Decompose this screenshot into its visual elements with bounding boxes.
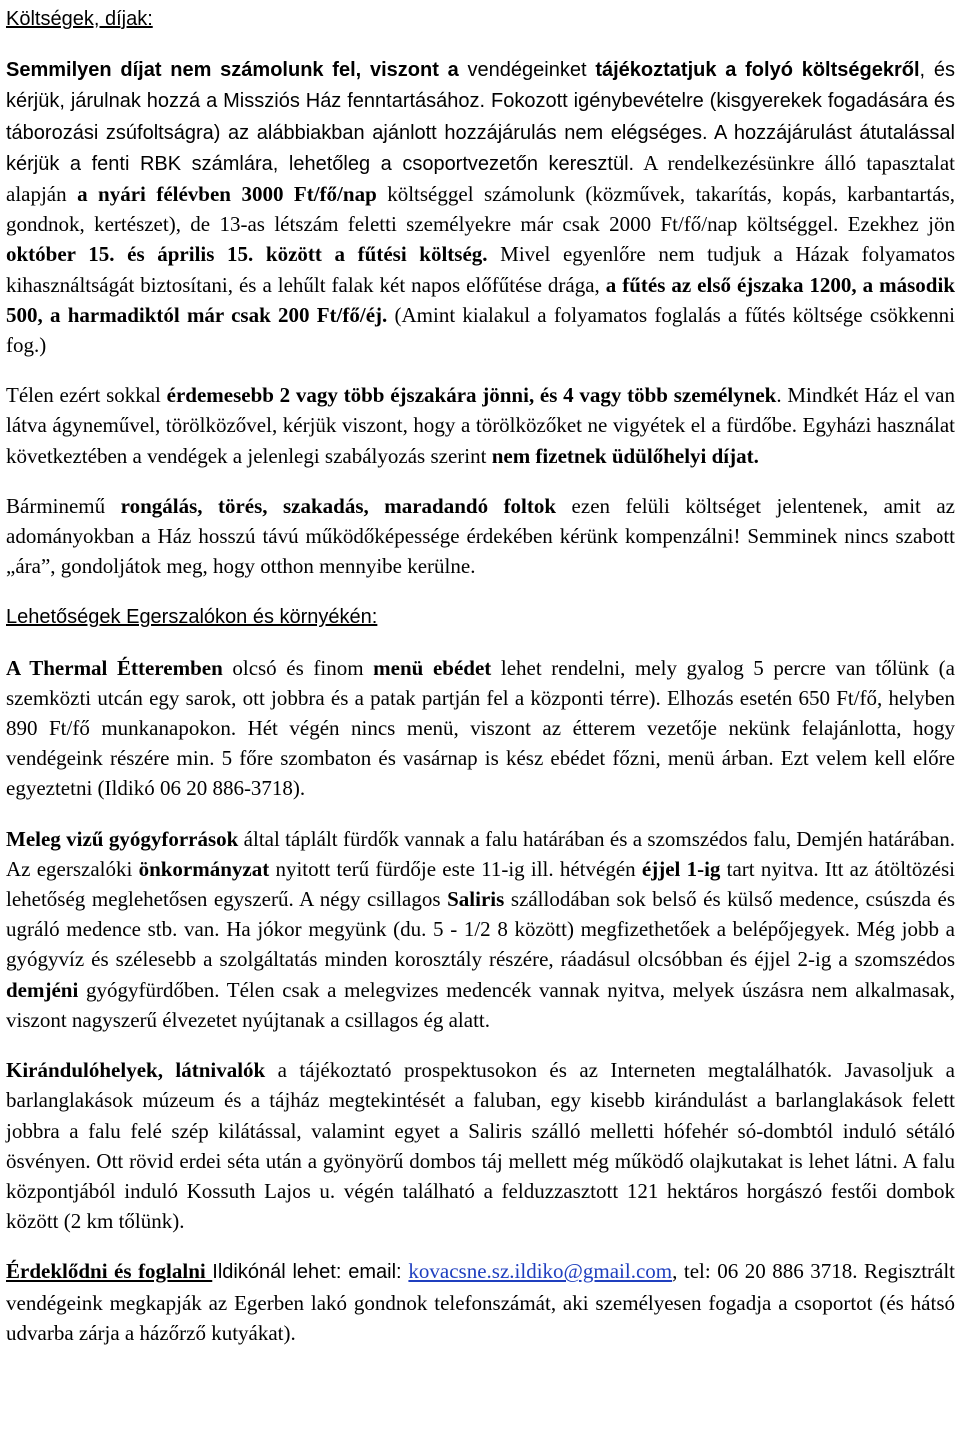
text-run: Érdeklődni és foglalni (6, 1259, 213, 1284)
paragraph-contact (6, 1256, 955, 1348)
paragraph-winter (6, 380, 955, 471)
text-run: A rendelkezésünkre álló tapasztalat alapján (6, 150, 955, 207)
text-run: Télen ezért sokkal (6, 383, 167, 408)
heading-text: Lehetőségek Egerszalókon és környékén: (6, 606, 378, 629)
text-run: Meleg vizű gyógyforrások (6, 826, 239, 851)
text-run: önkormányzat (138, 856, 270, 881)
text-run: Bárminemű (6, 493, 121, 518)
text-run: gyógyfürdőben. Télen csak a melegvizes medencék vannak nyitva, melyek úszásra nem alkalmasak, viszont nagyszerű élvezetet nyújtanak a csillagos ég alatt. (6, 977, 955, 1032)
paragraph-costs (6, 54, 955, 360)
text-run: által táplált fürdők vannak a falu határában és a szomszédos falu, Demjén határában. Az egerszalóki (6, 826, 955, 881)
section-heading-opportunities (6, 601, 955, 632)
section-heading-costs (6, 3, 955, 34)
paragraph-restaurant (6, 653, 955, 804)
text-run: tart nyitva. Itt az átöltözési lehetőség meglehetősen egyszerű. A négy csillagos (6, 856, 956, 912)
paragraph-baths (6, 824, 955, 1035)
text-run: nyitott terű fürdője este 11-ig ill. hétvégén (269, 856, 642, 881)
text-run: a tájékoztató prospektusokon és az Interneten megtalálhatók. Javasoljuk a barlanglakások múzeum és a tájház megtekintését a faluban, egy kisebb kirándulást a barlanglakások felett jobbra a falu felé szép kilátással, valamint egyet a Saliris szálló melletti hófehér só-dombtól induló sétáló ösvényen. Ott rövid erdei séta után a gyönyörű dombos táj mellett még működő olajkutakat is lehet látni. A falu központjából induló Kossuth Lajos u. végén található a felduzzasztott 121 hektáros horgászó festői dombok között (2 km tőlünk). (6, 1058, 955, 1234)
text-run: a fűtés az első éjszaka 1200, a második 500, a harmadiktól már csak 200 Ft/fő/éj. (6, 272, 955, 327)
text-run: Ildikónál lehet: email: (212, 1261, 409, 1284)
text-run: Mivel egyenlőre nem tudjuk a Házak folyamatos kihasználtságát biztosítani, és a lehűlt falak két napos előfűtése drága, (6, 242, 955, 297)
paragraph-sights (6, 1055, 955, 1236)
text-run: olcsó és finom (222, 655, 374, 680)
text-run: menü ebédet (373, 655, 492, 680)
text-run: ezen felüli költséget jelentenek, amit az adományokban a Ház hosszú távú működőképessége érdekében kérünk kompenzálni! Semminek nincs szabott „ára”, gondoljátok meg, hogy otthon mennyibe kerülne. (6, 493, 955, 579)
text-run: költséggel számolunk (közművek, takarítás, kopás, karbantartás, gondnok, kertészet), de 13-as létszám feletti személyekre már csak 2000 Ft/fő/nap költséggel. Ezekhez jön (6, 182, 955, 237)
text-run: nem fizetnek üdülőhelyi díjat. (491, 443, 759, 468)
text-run: A Thermal Étteremben (6, 655, 223, 680)
text-run: , tel: 06 20 886 3718. Regisztrált vendégeink megkapják az Egerben lakó gondnok telefonszámát, aki személyesen fogadja a csoportot (és hátsó udvarba zárja a házőrző kutyákat). (6, 1259, 956, 1345)
text-run: tájékoztatjuk a folyó költségekről (595, 59, 920, 82)
text-run: október 15. és április 15. között a fűtési költség. (6, 242, 488, 267)
text-run: vendégeinket (458, 59, 596, 82)
text-run: , és kérjük, járulnak hozzá a Missziós Ház fenntartásához. Fokozott igénybevételre (kisgyerekek fogadására és táborozási zsúfoltságra) az alábbiakban ajánlott hozzájárulás nem elégséges. A hozzájárulást átutalással kérjük a fenti RBK számlára, lehetőleg a csoportvezetőn keresztül. (6, 59, 955, 175)
text-run: érdemesebb 2 vagy több éjszakára jönni, és 4 vagy több személynek (166, 383, 777, 408)
text-run: . Mindkét Ház el van látva ágyneművel, törölközővel, kérjük viszont, hogy a törölközőket ne vigyétek el a fürdőbe. Egyházi használat következtében a vendégek a jelenlegi szabályozás szerint (6, 383, 955, 468)
text-run: szállodában sok belső és külső medence, csúszda és ugráló medence stb. van. Ha jókor megyünk (du. 5 - 1/2 8 között) megfizethetőek a belépőjegyek. Még jobb a gyógyvíz és szélesebb a szolgáltatás minden korosztály részére, ráadásul olcsóbban és éjjel 2-ig a szomszédos (6, 887, 955, 972)
paragraph-damages (6, 491, 955, 582)
email-link[interactable]: kovacsne.sz.ildiko@gmail.com (408, 1259, 673, 1284)
text-run: rongálás, törés, szakadás, maradandó foltok (120, 493, 557, 518)
heading-text: Költségek, díjak: (6, 8, 153, 30)
text-run: demjéni (6, 977, 79, 1002)
text-run: (Amint kialakul a folyamatos foglalás a fűtés költsége csökkenni fog.) (6, 302, 956, 358)
text-run: Semmilyen díjat nem számolunk fel, viszont a (6, 59, 459, 82)
text-run: éjjel 1-ig (641, 856, 721, 881)
text-run: Kirándulóhelyek, látnivalók (6, 1058, 266, 1083)
text-run: a nyári félévben 3000 Ft/fő/nap (77, 182, 377, 207)
text-run: lehet rendelni, mely gyalog 5 percre van tőlünk (a szemközti utcán egy sarok, ott jobbra és a patak partján fel a központi térre). Elhozás esetén 650 Ft/fő, helyben 890 Ft/fő munkanapokon. Hét végén nincs menü, viszont az étterem vezetője nekünk felajánlotta, hogy vendégeink részére min. 5 főre szombaton és vasárnap is kész ebédet főzni, menü árban. Ezt velem kell előre egyeztetni (Ildikó 06 20 886-3718). (6, 655, 955, 801)
text-run: Saliris (447, 887, 505, 912)
